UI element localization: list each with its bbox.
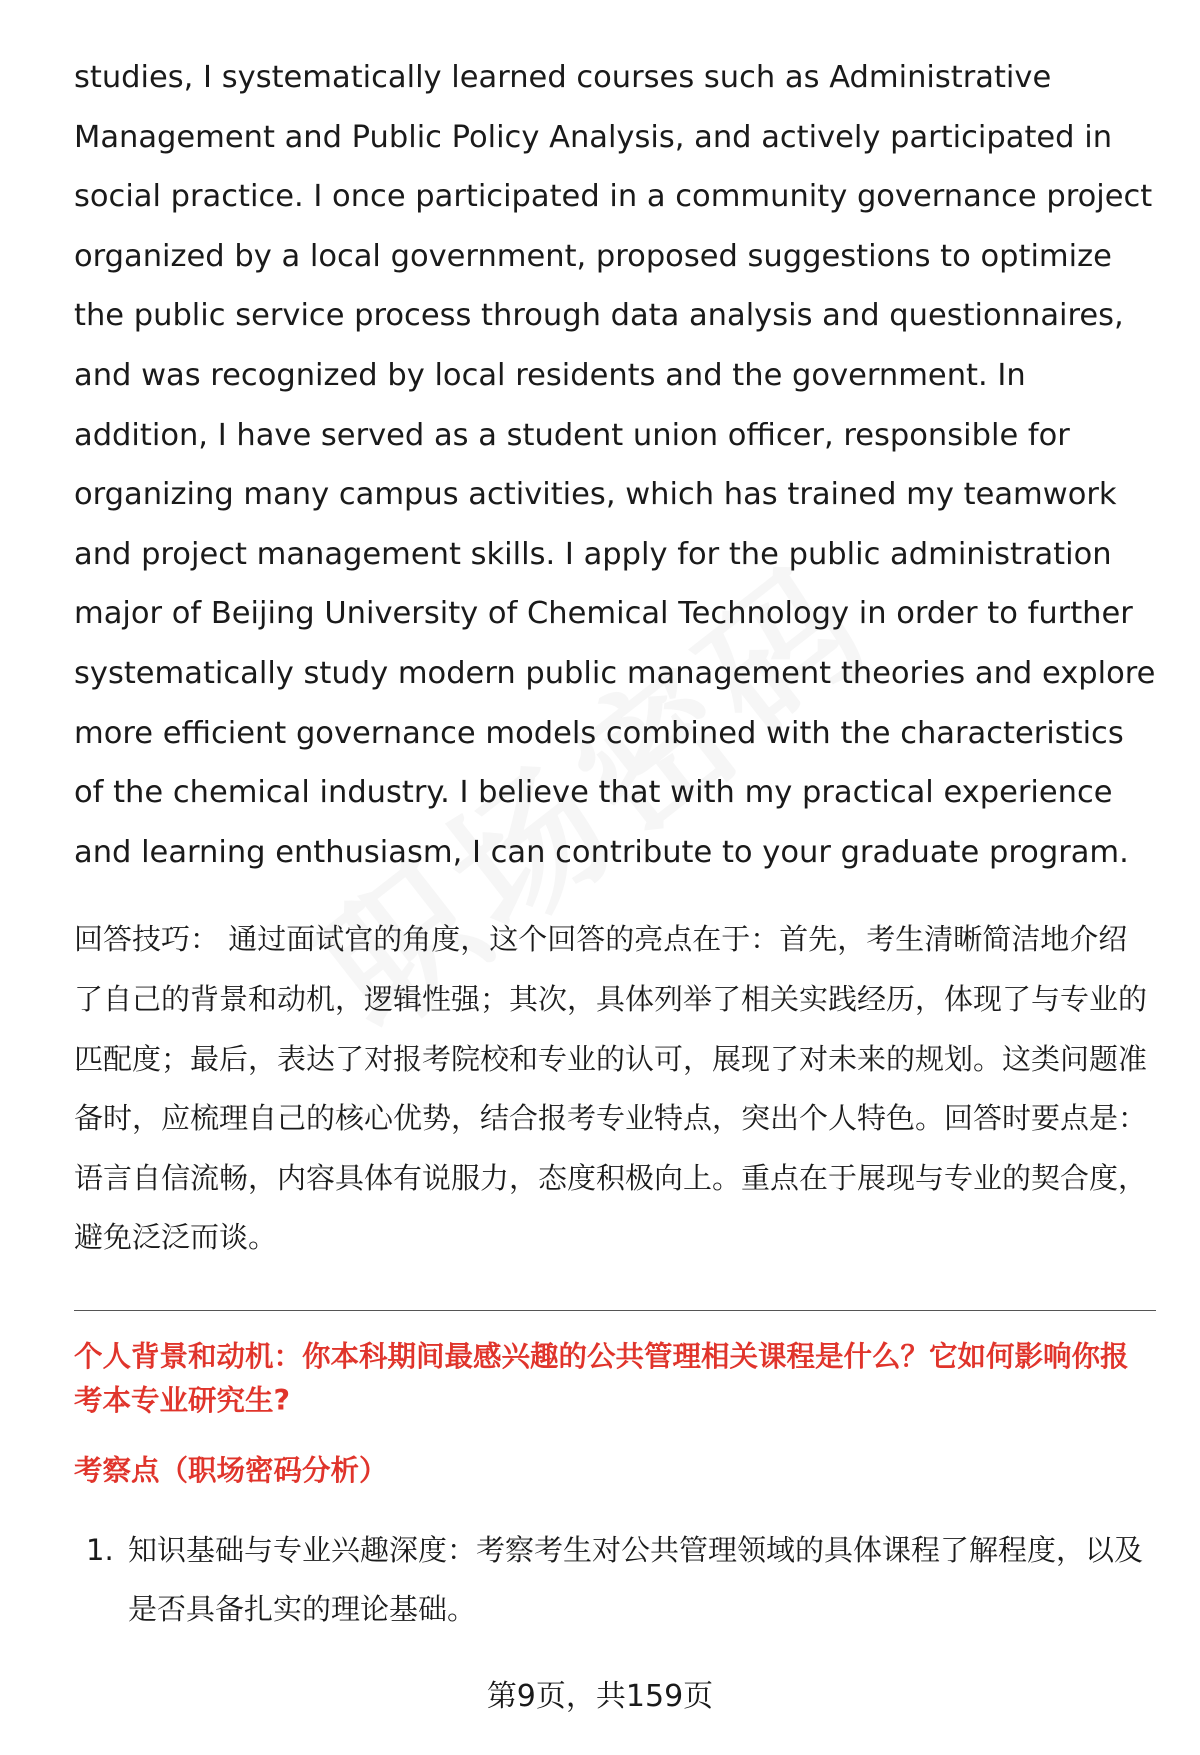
answer-paragraph: studies, I systematically learned courses such as Administrative Management and Public Policy Analysis, and actively participated in social practice. I once participated in a community governance project organized by a local government, proposed suggestions to optimize the public service process through data analysis and questionnaires, and was recognized by local residents and the government. In addition, I have served as a student union officer, responsible for organizing many campus activities, which has trained my teamwork and project management skills. I apply for the public administration major of Beijing University of Chemical Technology in order to further systematically study modern public management theories and explore more efficient governance models combined with the characteristics of the chemical industry. I believe that with my practical experience and learning enthusiasm, I can contribute to your graduate program.	[74, 60, 1156, 870]
page-footer: 第9页，共159页	[486, 1679, 714, 1714]
list-item-text: 知识基础与专业兴趣深度：考察考生对公共管理领域的具体课程了解程度，以及是否具备扎实的理论基础。	[128, 1532, 1144, 1627]
question-heading: 个人背景和动机：你本科期间最感兴趣的公共管理相关课程是什么？它如何影响你报考本专业研究生?	[74, 1339, 1129, 1417]
list-item-number: 1.	[86, 1532, 114, 1567]
list-item	[74, 1521, 1156, 1640]
section-label: 考察点（职场密码分析）	[74, 1453, 388, 1487]
tips-label: 回答技巧：	[74, 922, 220, 957]
tips-paragraph	[74, 910, 1156, 1268]
document-page	[74, 48, 1156, 1640]
tips-text: 通过面试官的角度，这个回答的亮点在于：首先，考生清晰简洁地介绍了自己的背景和动机，逻辑性强；其次，具体列举了相关实践经历，体现了与专业的匹配度；最后，表达了对报考院校和专业的认可，展现了对未来的规划。这类问题准备时，应梳理自己的核心优势，结合报考专业特点，突出个人特色。回答时要点是：语言自信流畅，内容具体有说服力，态度积极向上。重点在于展现与专业的契合度，避免泛泛而谈。	[74, 922, 1148, 1255]
section-divider	[74, 1310, 1156, 1311]
point-list	[74, 1521, 1156, 1640]
